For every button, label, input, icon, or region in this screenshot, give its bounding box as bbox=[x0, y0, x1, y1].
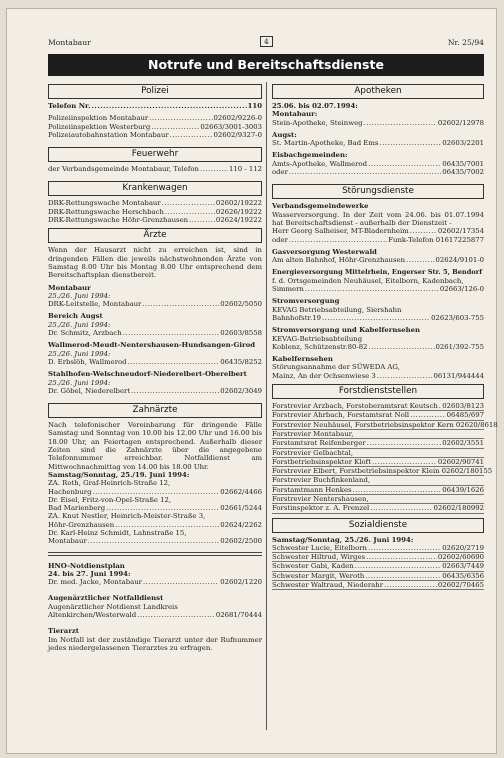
section-separator bbox=[48, 552, 262, 556]
stoerung-row bbox=[272, 227, 484, 235]
column-divider bbox=[266, 82, 267, 730]
zahnarzt-row bbox=[48, 537, 262, 545]
augen-sub: Augenärztlicher Notdienst Landkreis bbox=[48, 602, 178, 611]
zahnarzt-row bbox=[48, 529, 262, 537]
augen-head: Augenärztlicher Notfalldienst bbox=[48, 594, 164, 603]
row-number: 02626/19222 bbox=[215, 207, 262, 216]
apotheken-place: Augst: bbox=[272, 130, 297, 139]
header-town: Montabaur bbox=[48, 38, 91, 47]
list-item bbox=[272, 467, 493, 476]
row-label: DRK-Leitstelle, Montabaur bbox=[48, 300, 142, 309]
row-number: Funk-Telefon 01617225877 bbox=[388, 235, 484, 244]
augen-row bbox=[48, 611, 262, 619]
row-label: Forstrevier Nentershausen, bbox=[272, 494, 369, 503]
aerzte-row bbox=[48, 358, 262, 366]
list-item bbox=[272, 495, 484, 504]
row-number: 02624/19222 bbox=[215, 216, 262, 225]
list-item bbox=[272, 449, 484, 458]
row-label: Höhr-Grenzhausen bbox=[48, 520, 115, 529]
page-title-banner: Notrufe und Bereitschaftsdienste bbox=[48, 54, 484, 76]
row-label: Schwester Hiltrud, Wirges bbox=[272, 553, 366, 562]
row-label: Herr Georg Salheiser, MT-Bladernheim bbox=[272, 227, 409, 236]
list-item bbox=[272, 544, 484, 553]
list-item bbox=[272, 439, 484, 448]
apotheken-date: 25.06. bis 02.07.1994: bbox=[272, 102, 358, 110]
row-label: Polizeiinspektion Montabaur bbox=[48, 114, 149, 123]
tierarzt-head: Tierarzt bbox=[48, 627, 79, 636]
hno-date: 24. bis 27. Juni 1994: bbox=[48, 569, 131, 578]
row-label: Forstrevier Neuhäusel, Forstbetriebsinspektor Kern bbox=[272, 420, 454, 429]
stoerung-text: Störungsannahme der SÜWEDA AG, bbox=[272, 363, 400, 372]
aerzte-stahlhofen-date: 25./26. Juni 1994: bbox=[48, 378, 111, 387]
row-number: 02662/4466 bbox=[220, 487, 262, 496]
zahnarzt-row bbox=[48, 504, 262, 512]
row-number: 06435/7002 bbox=[442, 168, 484, 177]
stoerung-text: KEVAG-Betriebsabteilung bbox=[272, 334, 363, 343]
stoerung-row bbox=[272, 256, 484, 264]
row-label: Hachenburg bbox=[48, 487, 92, 496]
list-item bbox=[272, 562, 484, 571]
row-number: 02602/17354 bbox=[437, 227, 484, 236]
row-number: 02620/2719 bbox=[442, 543, 484, 552]
stoerung-head: Energieversorgung Mittelrhein, Engerser Str. 5, Bendorf bbox=[272, 268, 483, 277]
row-label: Dr. Eisel, Fritz-von-Opel-Straße 12, bbox=[48, 495, 172, 504]
polizei-row bbox=[48, 114, 262, 122]
row-label: Forstrevier Buchfinkenland, bbox=[272, 476, 371, 485]
row-number: 02602/9327-0 bbox=[213, 130, 262, 139]
row-label: Stein-Apotheke, Steinweg bbox=[272, 118, 363, 127]
list-item bbox=[272, 476, 484, 485]
section-title-feuerwehr: Feuerwehr bbox=[48, 147, 262, 162]
apotheke-row bbox=[272, 160, 484, 168]
row-number: 02602/180155 bbox=[441, 467, 493, 476]
row-label: ZA. Roth, Graf-Heinrich-Straße 12, bbox=[48, 479, 171, 488]
row-number: 06131/944444 bbox=[433, 371, 484, 380]
row-number: 06439/1626 bbox=[442, 485, 484, 494]
row-number: 110 bbox=[247, 102, 262, 110]
apotheke-row bbox=[272, 168, 484, 176]
polizei-emergency-row bbox=[48, 102, 262, 110]
feuerwehr-row bbox=[48, 165, 262, 173]
row-number: 02663/3001-3003 bbox=[200, 122, 262, 131]
aerzte-montabaur-date: 25./26. Juni 1994: bbox=[48, 291, 111, 300]
row-number: 02602/5050 bbox=[220, 300, 262, 309]
row-number: 02624/2262 bbox=[220, 520, 262, 529]
apotheken-place: Eisbachgemeinden: bbox=[272, 151, 348, 160]
stoerung-row bbox=[272, 314, 484, 322]
row-label: Schwester Lucie, Eitelborn bbox=[272, 543, 367, 552]
stoerung-row bbox=[272, 236, 484, 244]
hno-row bbox=[48, 578, 262, 586]
left-column bbox=[48, 84, 262, 652]
zahnarzt-row bbox=[48, 521, 262, 529]
row-label: Telefon Nr. bbox=[48, 102, 91, 110]
apotheke-row bbox=[272, 119, 484, 127]
section-title-sozialdienste: Sozialdienste bbox=[272, 518, 484, 533]
row-label: Schwester Gabi, Kaden bbox=[272, 562, 354, 571]
row-label: Altenkirchen/Westerwald bbox=[48, 611, 137, 620]
stoerung-text: Wasserversorgung. In der Zeit vom 24.06. bis 01.07.1994 hat Bereitschaftsdienst - außerhalb der Dienstzeit - bbox=[272, 210, 484, 227]
row-label: Dr. Karl-Heinz Schmidt, Lahnstraße 15, bbox=[48, 528, 187, 537]
zahnarzt-row bbox=[48, 488, 262, 496]
section-title-polizei: Polizei bbox=[48, 84, 262, 99]
row-label: Forstamtsrat Reifenberger bbox=[272, 439, 366, 448]
row-label: St. Martin-Apotheke, Bad Ems bbox=[272, 139, 379, 148]
row-label: Polizeiinspektion Westerburg bbox=[48, 122, 151, 131]
sozial-list bbox=[272, 544, 484, 590]
row-label: Forstinspektor z. A. Frenzel bbox=[272, 504, 370, 513]
stoerung-row bbox=[272, 285, 484, 293]
row-label: Forstbetriebsinspektor Kloft bbox=[272, 457, 371, 466]
row-label: Amts-Apotheke, Wallmerod bbox=[272, 159, 368, 168]
aerzte-row bbox=[48, 300, 262, 308]
issue-number: Nr. 25/94 bbox=[447, 38, 484, 47]
row-label: DRK-Rettungswache Herschbach bbox=[48, 207, 164, 216]
list-item bbox=[272, 572, 484, 581]
row-label: Dr. Göbel, Niederelbert bbox=[48, 386, 131, 395]
aerzte-stahlhofen-head: Stahlhofen-Welschneudorf-Niederelbert-Oberelbert bbox=[48, 370, 247, 379]
section-title-krankenwagen: Krankenwagen bbox=[48, 181, 262, 196]
row-label: Mainz, An der Ochsenwiese 3 bbox=[272, 371, 376, 380]
row-number: 02602/90741 bbox=[437, 457, 484, 466]
aerzte-wallmerod-date: 25./26. Juni 1994: bbox=[48, 349, 111, 358]
stoerung-row bbox=[272, 372, 484, 380]
row-number: 02602/180992 bbox=[433, 504, 484, 513]
row-number: 02620/8618 bbox=[455, 420, 498, 429]
zahnaerzte-intro: Nach telefonischer Vereinbarung für dringende Fälle Samstag und Sonntag von 10.00 bis 12.00 Uhr und 16.00 bis 18.00 Uhr, an Feiertagen entsprechend. Außerhalb dieser Zeiten sind die Zahnärzte über die angegebene Telefonnummer erreichbar. Notfalldienst am Mittwochnachmittag von 14.00 bis 18.00 Uhr. bbox=[48, 421, 262, 471]
row-number: 02623/603-755 bbox=[431, 313, 484, 322]
list-item bbox=[272, 402, 484, 411]
row-number: 02603/8123 bbox=[442, 402, 484, 411]
zahnarzt-row bbox=[48, 496, 262, 504]
row-label: oder bbox=[272, 168, 288, 177]
krankenwagen-row bbox=[48, 199, 262, 207]
row-label: D. Erbslöh, Wallmerod bbox=[48, 357, 127, 366]
section-title-stoerungsdienste: Störungsdienste bbox=[272, 184, 484, 199]
row-label: Dr. Schmitz, Arzbach bbox=[48, 329, 122, 338]
apotheken-place: Montabaur: bbox=[272, 110, 318, 119]
zahnarzt-row bbox=[48, 479, 262, 487]
aerzte-intro: Wenn der Hausarzt nicht zu erreichen ist, sind in dringenden Fällen die jeweils nächstwohnenden Ärzte von Samstag 8.00 Uhr bis Montag 8.00 Uhr entsprechend dem Bereitschaftsplan dienstbereit. bbox=[48, 246, 262, 280]
list-item bbox=[272, 553, 484, 562]
section-title-forstdienststellen: Forstdienststellen bbox=[272, 384, 484, 399]
row-number: 02602/1220 bbox=[220, 578, 262, 587]
polizei-row bbox=[48, 131, 262, 139]
stoerung-head: Gasversorgung Westerwald bbox=[272, 247, 377, 256]
row-number: 06435/6356 bbox=[442, 571, 484, 580]
zahnarzt-row bbox=[48, 512, 262, 520]
row-label: Montabaur bbox=[48, 537, 87, 546]
row-label: ZA. Knut Nestler, Heinrich-Meister-Straße 3, bbox=[48, 512, 206, 521]
stoerung-head: Stromversorgung und Kabelfernsehen bbox=[272, 326, 421, 335]
section-title-apotheken: Apotheken bbox=[272, 84, 484, 99]
row-label: Polizeiautobahnstation Montabaur bbox=[48, 130, 169, 139]
row-label: Forstrevier Elbert, Forstbetriebsinspektor Klein bbox=[272, 467, 440, 476]
row-number: 02602/60690 bbox=[437, 553, 484, 562]
row-number: 02624/9101-0 bbox=[435, 256, 484, 265]
list-item bbox=[272, 430, 484, 439]
row-number: 06435/7001 bbox=[442, 159, 484, 168]
sozial-head: Samstag/Sonntag, 25./26. Juni 1994: bbox=[272, 535, 414, 544]
list-item bbox=[272, 420, 498, 430]
stoerung-row bbox=[272, 343, 484, 351]
aerzte-augst-date: 25./26. Juni 1994: bbox=[48, 320, 111, 329]
right-column bbox=[272, 84, 498, 590]
row-number: 02602/70465 bbox=[437, 581, 484, 590]
zahnaerzte-head: Samstag/Sonntag, 25./19. Juni 1994: bbox=[48, 470, 190, 479]
row-label: Schwester Waltraud, Niederahr bbox=[272, 581, 383, 590]
row-number: 02661/5244 bbox=[220, 504, 262, 513]
row-label: DRK-Rettungswache Höhr-Grenzhausen bbox=[48, 216, 189, 225]
row-label: Forstrevier Ahrbach, Forstamtsrat Noll bbox=[272, 411, 410, 420]
row-number: 02602/19222 bbox=[215, 199, 262, 208]
row-label: Bad Marienberg bbox=[48, 504, 106, 513]
row-label: Forstrevier Arzbach, Forstoberamtsrat Keutsch bbox=[272, 402, 438, 411]
row-number: 02603/8558 bbox=[220, 329, 262, 338]
list-item bbox=[272, 411, 484, 420]
row-label: Forstrevier Montabaur, bbox=[272, 429, 354, 438]
polizei-row bbox=[48, 123, 262, 131]
stoerung-text: f. d. Ortsgemeinden Neuhäusel, Eitelborn, Kadenbach, bbox=[272, 276, 464, 285]
krankenwagen-row bbox=[48, 208, 262, 216]
row-label: oder bbox=[272, 235, 288, 244]
section-title-zahnaerzte: Zahnärzte bbox=[48, 403, 262, 418]
row-number: 02602/3049 bbox=[220, 386, 262, 395]
row-label: Koblenz, Schützenstr.80-82 bbox=[272, 342, 368, 351]
aerzte-augst-head: Bereich Augst bbox=[48, 312, 103, 321]
list-item bbox=[272, 486, 484, 495]
tierarzt-text: Im Notfall ist der zuständige Tierarzt unter der Rufnummer jedes niedergelassenen Tierarztes zu erfragen. bbox=[48, 635, 262, 652]
row-number: 02602/9226-0 bbox=[213, 114, 262, 123]
list-item bbox=[272, 504, 484, 513]
row-label: der Verbandsgemeinde Montabaur, Telefon bbox=[48, 165, 199, 174]
row-label: DRK-Rettungswache Montabaur bbox=[48, 199, 161, 208]
aerzte-wallmerod-head: Wallmerod-Meudt-Nentershausen-Hundsangen-Girod bbox=[48, 341, 256, 350]
row-number: 02663/126-0 bbox=[439, 285, 484, 294]
forst-list bbox=[272, 402, 498, 514]
row-number: 02602/3551 bbox=[442, 439, 484, 448]
list-item bbox=[272, 581, 484, 590]
row-label: Dr. med. Jacke, Montabaur bbox=[48, 578, 142, 587]
krankenwagen-row bbox=[48, 216, 262, 224]
row-label: Schwester Margit, Weroth bbox=[272, 571, 365, 580]
row-label: Am alten Bahnhof, Höhr-Grenzhausen bbox=[272, 256, 406, 265]
row-label: Forstrevier Gelbachtal, bbox=[272, 448, 354, 457]
apotheke-row bbox=[272, 139, 484, 147]
row-label: Forstamtmann Henkes bbox=[272, 485, 352, 494]
row-number: 02602/2500 bbox=[220, 537, 262, 546]
section-title-aerzte: Ärzte bbox=[48, 228, 262, 243]
stoerung-head: Kabelfernsehen bbox=[272, 355, 333, 364]
stoerung-head: Verbandsgemeindewerke bbox=[272, 202, 369, 211]
hno-head: HNO-Notdienstplan bbox=[48, 561, 125, 570]
row-number: 02663/7449 bbox=[442, 562, 484, 571]
aerzte-row bbox=[48, 329, 262, 337]
aerzte-row bbox=[48, 387, 262, 395]
aerzte-montabaur-head: Montabaur bbox=[48, 283, 91, 292]
row-number: 06485/697 bbox=[446, 411, 484, 420]
row-number: 110 - 112 bbox=[228, 165, 262, 174]
row-number: 0261/392-755 bbox=[435, 342, 484, 351]
row-number: 06435/8252 bbox=[220, 357, 262, 366]
row-number: 02681/70444 bbox=[215, 611, 262, 620]
row-label: Simmern bbox=[272, 285, 304, 294]
page-number: 4 bbox=[260, 36, 273, 47]
row-number: 02603/2201 bbox=[442, 139, 484, 148]
row-label: Bahnhofstr.19 bbox=[272, 313, 321, 322]
stoerung-head: Stromversorgung bbox=[272, 297, 340, 306]
row-number: 02602/12978 bbox=[437, 118, 484, 127]
stoerung-text: KEVAG Betriebsabteilung, Siershahn bbox=[272, 305, 402, 314]
list-item bbox=[272, 458, 484, 467]
